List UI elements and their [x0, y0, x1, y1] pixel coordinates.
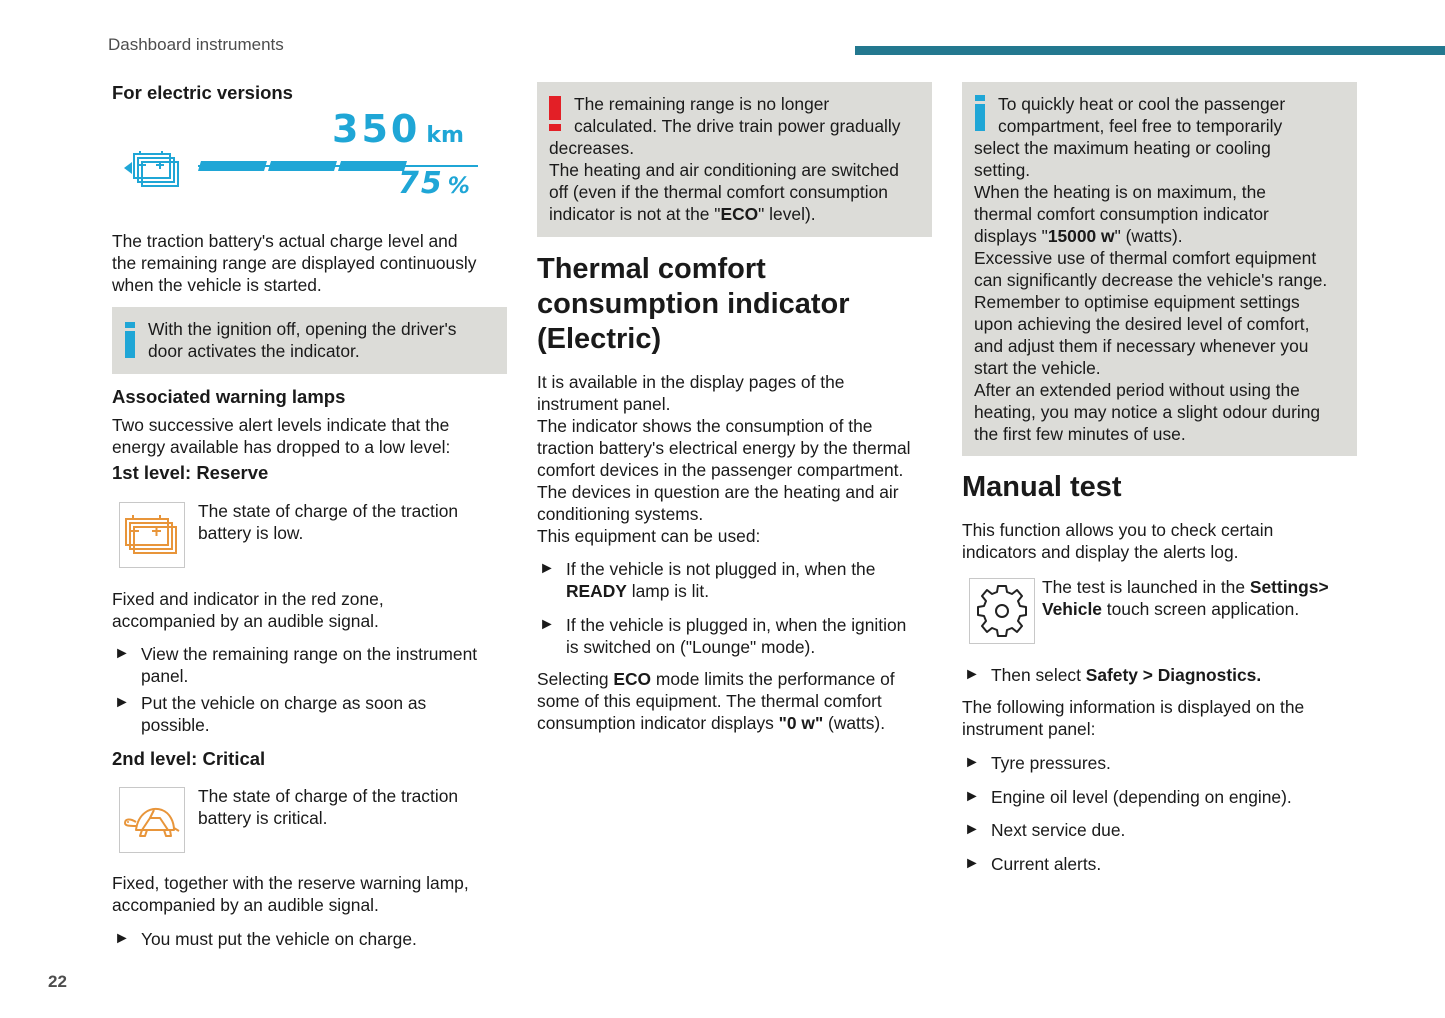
intro-line-3: when the vehicle is started.	[112, 275, 322, 295]
tip-line-3: select the maximum heating or cooling	[974, 138, 1271, 158]
manual-test-heading: Manual test	[962, 471, 1122, 503]
arrow-bullet-icon: ►	[114, 930, 130, 947]
text: displays "	[974, 226, 1048, 246]
thermal-body-6: The devices in question are the heating and air	[537, 482, 899, 502]
lamps-title: Associated warning lamps	[112, 386, 346, 407]
bullet-text: Next service due.	[991, 820, 1126, 840]
arrow-bullet-icon: ►	[539, 560, 555, 577]
bullet-text: View the remaining range on the instrument	[141, 644, 478, 664]
tip-line-13: start the vehicle.	[974, 358, 1101, 378]
tip-line-5: When the heating is on maximum, the	[974, 182, 1266, 202]
tip-line-6: thermal comfort consumption indicator	[974, 204, 1269, 224]
text: indicator is not at the "	[549, 204, 721, 224]
level1-text-2: battery is low.	[198, 523, 304, 543]
manual-intro-1: This function allows you to check certain	[962, 520, 1274, 540]
bold-text: Safety > Diagnostics.	[1085, 665, 1262, 685]
tip-line-1: To quickly heat or cool the passenger	[998, 94, 1286, 114]
settings-line-1	[1042, 576, 1329, 598]
percent-value	[398, 166, 472, 201]
section-title-electric: For electric versions	[112, 82, 293, 103]
arrow-bullet-icon: ►	[114, 694, 130, 711]
level2-text-1: The state of charge of the traction	[198, 786, 459, 806]
critical-lamp	[119, 787, 185, 853]
warning-box	[537, 82, 932, 237]
level2-title: 2nd level: Critical	[112, 748, 266, 769]
bullet-text-cont: possible.	[141, 715, 210, 735]
diag-bullet-4	[964, 853, 1364, 875]
percent-number: 75	[398, 166, 444, 201]
tip-line-14: After an extended period without using the	[974, 380, 1300, 400]
bullet-text-cont: is switched on ("Lounge" mode).	[566, 637, 816, 657]
range-number: 350	[332, 107, 421, 151]
thermal-body-7: conditioning systems.	[537, 504, 704, 524]
thermal-body-2: instrument panel.	[537, 394, 671, 414]
thermal-body-4: traction battery's electrical energy by the thermal	[537, 438, 911, 458]
bullet-text	[991, 664, 1261, 686]
warning-line-5: off (even if the thermal comfort consumption	[549, 182, 888, 202]
diag-bullet-2	[964, 786, 1364, 808]
bold-text: Vehicle	[1042, 599, 1102, 619]
use-bullet-2	[539, 614, 939, 658]
thermal-body-3: The indicator shows the consumption of the	[537, 416, 873, 436]
bullet-text-cont	[566, 580, 709, 602]
bullet-text: Tyre pressures.	[991, 753, 1111, 773]
warning-line-1: The remaining range is no longer	[574, 94, 830, 114]
info-icon	[123, 322, 137, 358]
use-bullet-1	[539, 558, 939, 602]
text: consumption indicator displays	[537, 713, 779, 733]
warning-line-2: calculated. The drive train power gradually	[574, 116, 901, 136]
level1-text-1: The state of charge of the traction	[198, 501, 459, 521]
info-icon	[973, 95, 987, 131]
level1-fixed-2: accompanied by an audible signal.	[112, 611, 379, 631]
text: Then select	[991, 665, 1086, 685]
tip-line-2: compartment, feel free to temporarily	[998, 116, 1283, 136]
level1-fixed-1: Fixed and indicator in the red zone,	[112, 589, 384, 609]
gear-icon	[970, 579, 1034, 643]
gauge-segment	[198, 161, 267, 171]
manual-intro-2: indicators and display the alerts log.	[962, 542, 1239, 562]
bold-text: "0 w"	[778, 713, 824, 733]
thermal-heading-1: Thermal comfort	[537, 253, 766, 285]
bold-text: ECO	[613, 669, 652, 689]
select-bullet	[964, 664, 1364, 686]
bullet-text: You must put the vehicle on charge.	[141, 929, 417, 949]
bullet-text: If the vehicle is plugged in, when the ignition	[566, 615, 907, 635]
thermal-body-1: It is available in the display pages of the	[537, 372, 845, 392]
diag-bullet-3	[964, 819, 1364, 841]
page-number: 22	[48, 972, 67, 991]
settings-line-2	[1042, 598, 1299, 620]
note-line-1: With the ignition off, opening the driver's	[148, 319, 457, 339]
reserve-lamp	[119, 502, 185, 568]
level2-fixed-1: Fixed, together with the reserve warning lamp,	[112, 873, 469, 893]
arrow-bullet-icon: ►	[114, 645, 130, 662]
eco-line-2: some of this equipment. The thermal comfort	[537, 691, 882, 711]
header-accent-bar	[855, 46, 1445, 55]
bold-text: 15000 w	[1047, 226, 1115, 246]
tip-line-16: the first few minutes of use.	[974, 424, 1186, 444]
bullet-text: Engine oil level (depending on engine).	[991, 787, 1292, 807]
gauge-segment	[268, 161, 337, 171]
text: touch screen application.	[1101, 599, 1300, 619]
info-note-box	[112, 307, 507, 374]
bullet-text-cont: panel.	[141, 666, 189, 686]
arrow-bullet-icon: ►	[964, 788, 980, 805]
tip-line-10: Remember to optimise equipment settings	[974, 292, 1300, 312]
info-tip-box	[962, 82, 1357, 456]
bold-text: ECO	[720, 204, 759, 224]
level2-bullet	[114, 928, 514, 950]
thermal-body-5: comfort devices in the passenger compartment.	[537, 460, 904, 480]
level1-title: 1st level: Reserve	[112, 462, 269, 483]
level1-bullet-1	[114, 643, 514, 687]
battery-reserve-icon	[120, 503, 184, 567]
bold-text: Settings>	[1249, 577, 1329, 597]
arrow-bullet-icon: ►	[539, 616, 555, 633]
tip-line-7	[974, 225, 1183, 247]
text: lamp is lit.	[626, 581, 710, 601]
bullet-text: Current alerts.	[991, 854, 1102, 874]
level2-text-2: battery is critical.	[198, 808, 328, 828]
arrow-bullet-icon: ►	[964, 855, 980, 872]
text: Selecting	[537, 669, 614, 689]
bullet-text: Put the vehicle on charge as soon as	[141, 693, 427, 713]
eco-line-1	[537, 668, 895, 690]
percent-unit: %	[447, 174, 472, 199]
exclamation-icon	[547, 96, 563, 132]
text: " level).	[758, 204, 816, 224]
eco-line-3	[537, 712, 885, 734]
thermal-heading-2: consumption indicator	[537, 288, 850, 320]
text: The test is launched in the	[1042, 577, 1250, 597]
gauge-segment	[338, 161, 407, 171]
diag-bullet-1	[964, 752, 1364, 774]
tip-line-12: and adjust them if necessary whenever you	[974, 336, 1309, 356]
intro-line-2: the remaining range are displayed continuously	[112, 253, 477, 273]
lamps-intro-1: Two successive alert levels indicate that the	[112, 415, 450, 435]
arrow-bullet-icon: ►	[964, 754, 980, 771]
warning-line-4: The heating and air conditioning are switched	[549, 160, 899, 180]
turtle-icon	[120, 788, 184, 852]
text: mode limits the performance of	[651, 669, 895, 689]
tip-line-9: can significantly decrease the vehicle's range.	[974, 270, 1328, 290]
following-1: The following information is displayed on the	[962, 697, 1305, 717]
tip-line-8: Excessive use of thermal comfort equipment	[974, 248, 1317, 268]
note-line-2: door activates the indicator.	[148, 341, 360, 361]
bullet-text: If the vehicle is not plugged in, when the	[566, 559, 876, 579]
arrow-bullet-icon: ►	[964, 821, 980, 838]
thermal-body-8: This equipment can be used:	[537, 526, 761, 546]
range-gauge	[120, 107, 485, 213]
settings-lamp	[969, 578, 1035, 644]
text: " (watts).	[1114, 226, 1183, 246]
tip-line-15: heating, you may notice a slight odour during	[974, 402, 1321, 422]
text: (watts).	[823, 713, 886, 733]
intro-line-1: The traction battery's actual charge level and	[112, 231, 458, 251]
warning-line-6	[549, 203, 816, 225]
bold-text: READY	[566, 581, 627, 601]
battery-icon	[120, 138, 190, 208]
thermal-heading-3: (Electric)	[537, 323, 662, 355]
level1-bullet-2	[114, 692, 514, 736]
running-header: Dashboard instruments	[108, 35, 284, 54]
following-2: instrument panel:	[962, 719, 1096, 739]
range-unit: km	[426, 123, 464, 148]
tip-line-11: upon achieving the desired level of comfort,	[974, 314, 1310, 334]
lamps-intro-2: energy available has dropped to a low level:	[112, 437, 451, 457]
warning-line-3: decreases.	[549, 138, 635, 158]
range-value	[332, 107, 464, 151]
level2-fixed-2: accompanied by an audible signal.	[112, 895, 379, 915]
arrow-bullet-icon: ►	[964, 666, 980, 683]
tip-line-4: setting.	[974, 160, 1031, 180]
